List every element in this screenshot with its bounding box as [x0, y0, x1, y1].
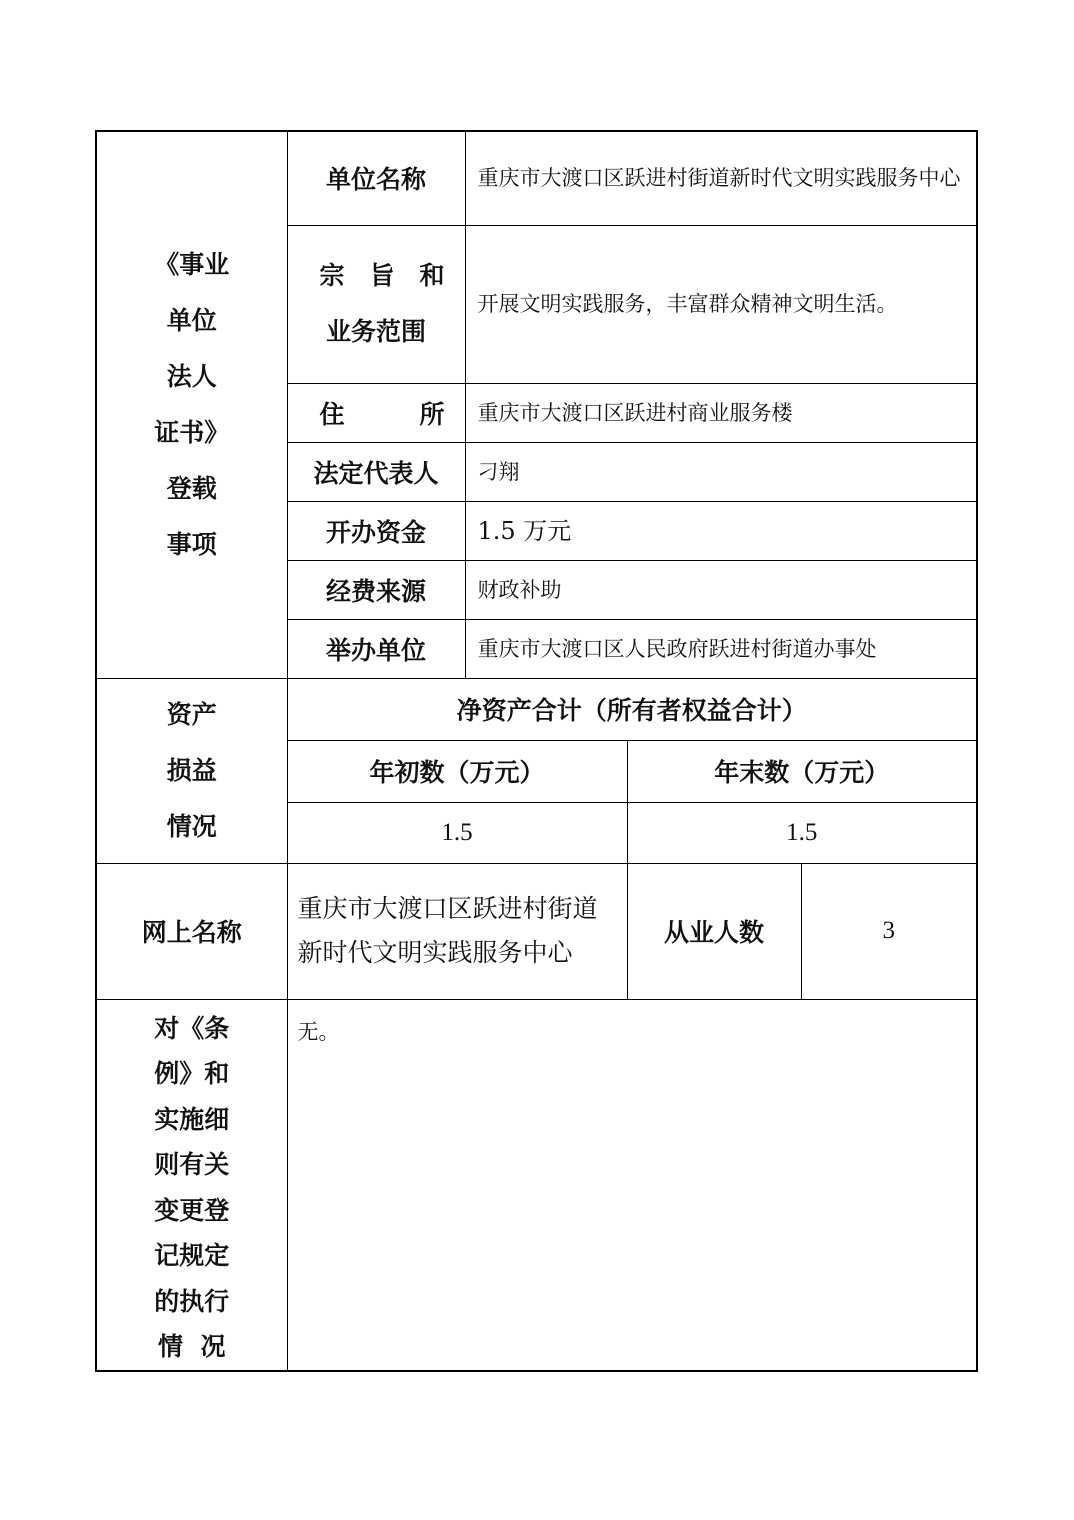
staff-count-value: 3	[801, 863, 977, 999]
end-year-value: 1.5	[627, 802, 977, 863]
unit-name-value: 重庆市大渡口区跃进村街道新时代文明实践服务中心	[465, 131, 977, 225]
legal-rep-value: 刁翔	[465, 442, 977, 501]
annual-report-table	[95, 130, 978, 1372]
capital-label: 开办资金	[287, 501, 465, 560]
purpose-label: 宗 旨 和 业务范围	[287, 225, 465, 383]
net-assets-header: 净资产合计（所有者权益合计）	[287, 678, 977, 740]
address-value: 重庆市大渡口区跃进村商业服务楼	[465, 383, 977, 442]
online-name-label: 网上名称	[96, 863, 287, 999]
funding-value: 财政补助	[465, 560, 977, 619]
end-year-header: 年末数（万元）	[627, 740, 977, 802]
assets-section-label: 资产 损益 情况	[96, 678, 287, 863]
capital-value: 1.5 万元	[465, 501, 977, 560]
legal-rep-label: 法定代表人	[287, 442, 465, 501]
registration-section-label: 《事业 单位 法人 证书》 登载 事项	[96, 131, 287, 678]
execution-value: 无。	[287, 999, 977, 1371]
begin-year-value: 1.5	[287, 802, 627, 863]
funding-label: 经费来源	[287, 560, 465, 619]
begin-year-header: 年初数（万元）	[287, 740, 627, 802]
purpose-value: 开展文明实践服务，丰富群众精神文明生活。	[465, 225, 977, 383]
sponsor-value: 重庆市大渡口区人民政府跃进村街道办事处	[465, 619, 977, 678]
staff-count-label: 从业人数	[627, 863, 801, 999]
execution-section-label: 对《条 例》和 实施细 则有关 变更登 记规定 的执行 情 况	[96, 999, 287, 1371]
unit-name-label: 单位名称	[287, 131, 465, 225]
sponsor-label: 举办单位	[287, 619, 465, 678]
online-name-value: 重庆市大渡口区跃进村街道新时代文明实践服务中心	[287, 863, 627, 999]
address-label: 住 所	[287, 383, 465, 442]
